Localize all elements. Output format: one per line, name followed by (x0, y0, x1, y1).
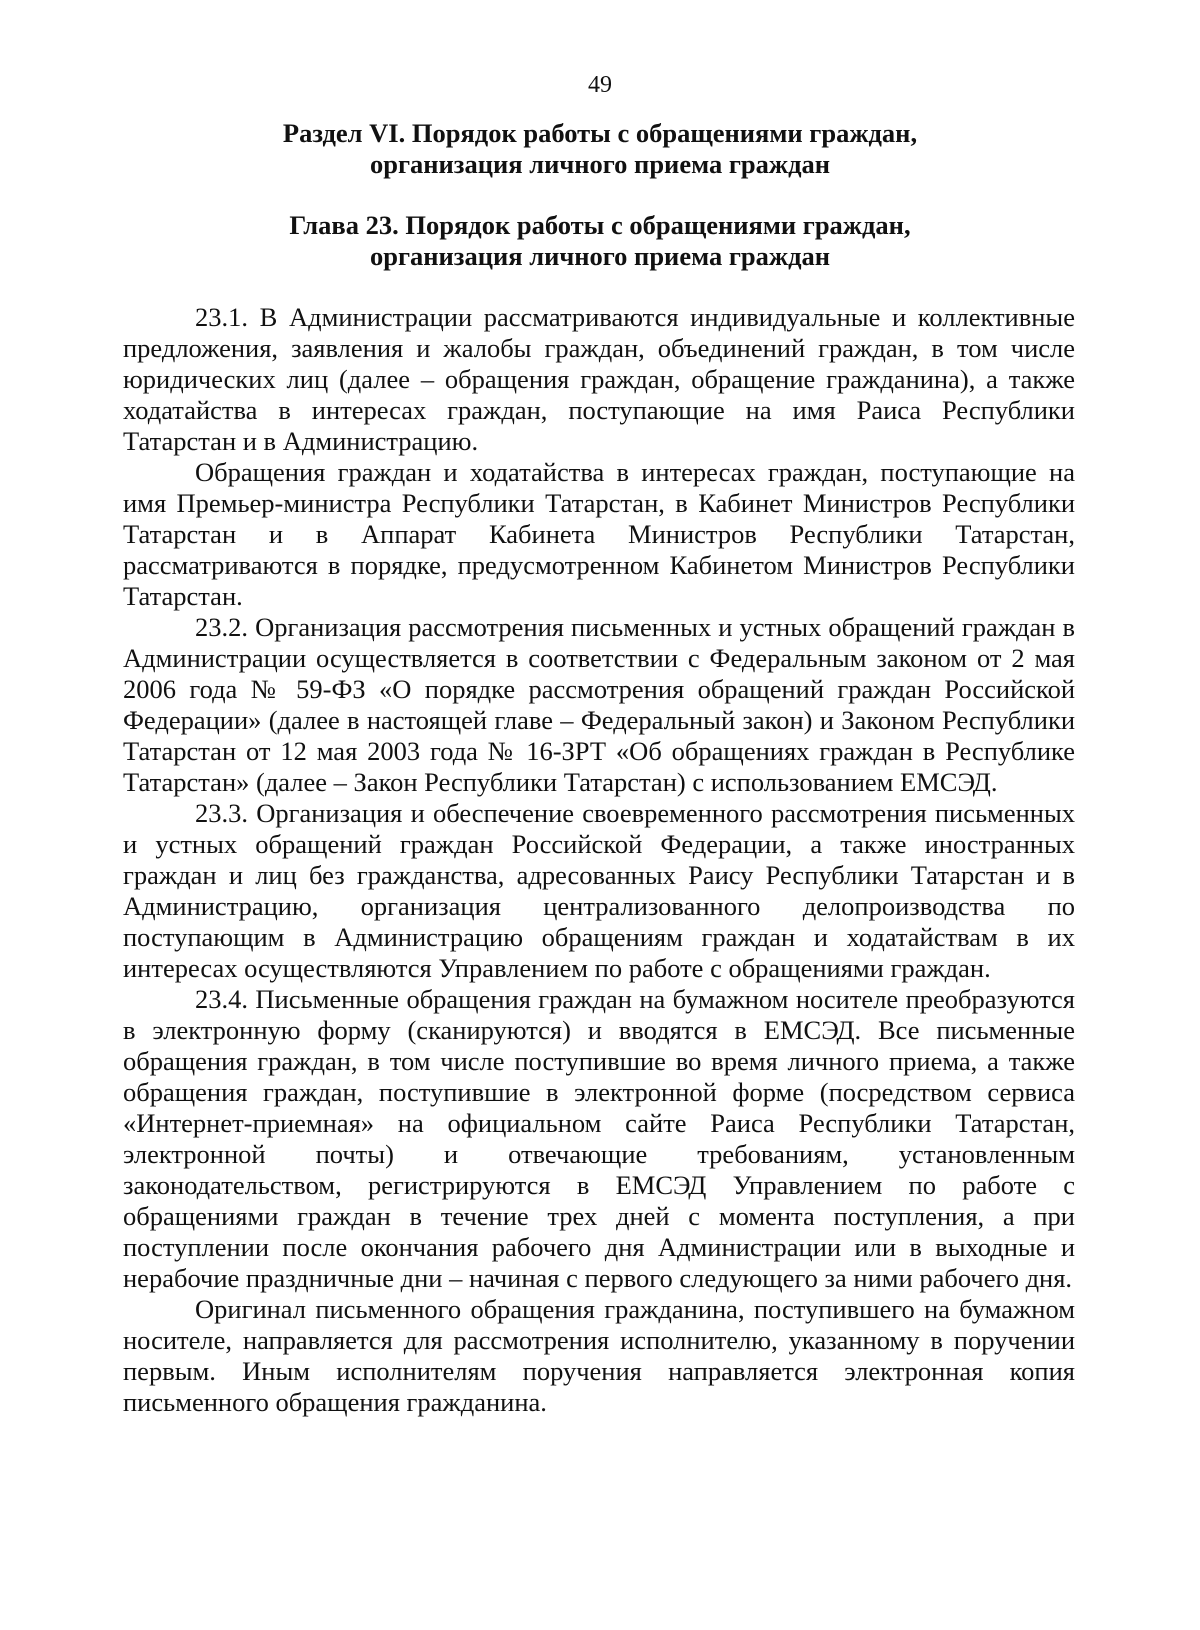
paragraph-number: 23.4. (195, 984, 248, 1014)
paragraph-23-4 (123, 984, 1075, 1294)
section-heading-line-2: организация личного приема граждан (370, 149, 830, 179)
paragraph-text: Организация и обеспечение своевременного рассмотрения письменных и устных обращений граждан Российской Федерации, а также иностранных граждан и лиц без гражданства, адресованных Раису Республики Татарстан и в Администрацию, организация централизованного делопроизводства по поступающим в Администрацию обращениям граждан и ходатайствам в их интересах осуществляются Управлением по работе с обращениями граждан. (123, 798, 1075, 983)
paragraph-23-1 (123, 302, 1075, 457)
paragraph-number: 23.2. (195, 612, 248, 642)
chapter-heading-line-2: организация личного приема граждан (370, 241, 830, 271)
chapter-heading-line-1: Глава 23. Порядок работы с обращениями граждан, (289, 210, 911, 240)
paragraph-text: Обращения граждан и ходатайства в интересах граждан, поступающие на имя Премьер-министра Республики Татарстан, в Кабинет Министров Республики Татарстан и в Аппарат Кабинета Министров Республики Татарстан, рассматриваются в порядке, предусмотренном Кабинетом Министров Республики Татарстан. (123, 457, 1075, 611)
paragraph-text: В Администрации рассматриваются индивидуальные и коллективные предложения, заявления и жалобы граждан, объединений граждан, в том числе юридических лиц (далее – обращения граждан, обращение гражданина), а также ходатайства в интересах граждан, поступающие на имя Раиса Республики Татарстан и в Администрацию. (123, 302, 1075, 456)
paragraph-23-4-continued (123, 1294, 1075, 1418)
paragraph-number: 23.3. (195, 798, 248, 828)
paragraph-text: Организация рассмотрения письменных и устных обращений граждан в Администрации осуществляется в соответствии с Федеральным законом от 2 мая 2006 года № 59-ФЗ «О порядке рассмотрения обращений граждан Российской Федерации» (далее в настоящей главе – Федеральный закон) и Законом Республики Татарстан от 12 мая 2003 года № 16-ЗРТ «Об обращениях граждан в Республике Татарстан» (далее – Закон Республики Татарстан) с использованием ЕМСЭД. (123, 612, 1076, 797)
document-body (123, 302, 1075, 1418)
paragraph-23-1-continued (123, 457, 1075, 612)
page-number: 49 (588, 72, 612, 98)
section-heading-line-1: Раздел VI. Порядок работы с обращениями граждан, (282, 118, 918, 148)
paragraph-number: 23.1. (195, 302, 248, 332)
paragraph-23-3 (123, 798, 1075, 984)
paragraph-text: Оригинал письменного обращения гражданина, поступившего на бумажном носителе, направляется для рассмотрения исполнителю, указанному в поручении первым. Иным исполнителям поручения направляется электронная копия письменного обращения гражданина. (123, 1294, 1075, 1417)
paragraph-23-2 (123, 612, 1075, 798)
section-heading (150, 118, 1050, 180)
chapter-heading (150, 210, 1050, 272)
paragraph-text: Письменные обращения граждан на бумажном носителе преобразуются в электронную форму (сканируются) и вводятся в ЕМСЭД. Все письменные обращения граждан, в том числе поступившие во время личного приема, а также обращения граждан, поступившие в электронной форме (посредством сервиса «Интернет-приемная» на официальном сайте Раиса Республики Татарстан, электронной почты) и отвечающие требованиям, установленным законодательством, регистрируются в ЕМСЭД Управлением по работе с обращениями граждан в течение трех дней с момента поступления, а при поступлении после окончания рабочего дня Администрации или в выходные и нерабочие праздничные дни – начиная с первого следующего за ними рабочего дня. (123, 984, 1075, 1293)
